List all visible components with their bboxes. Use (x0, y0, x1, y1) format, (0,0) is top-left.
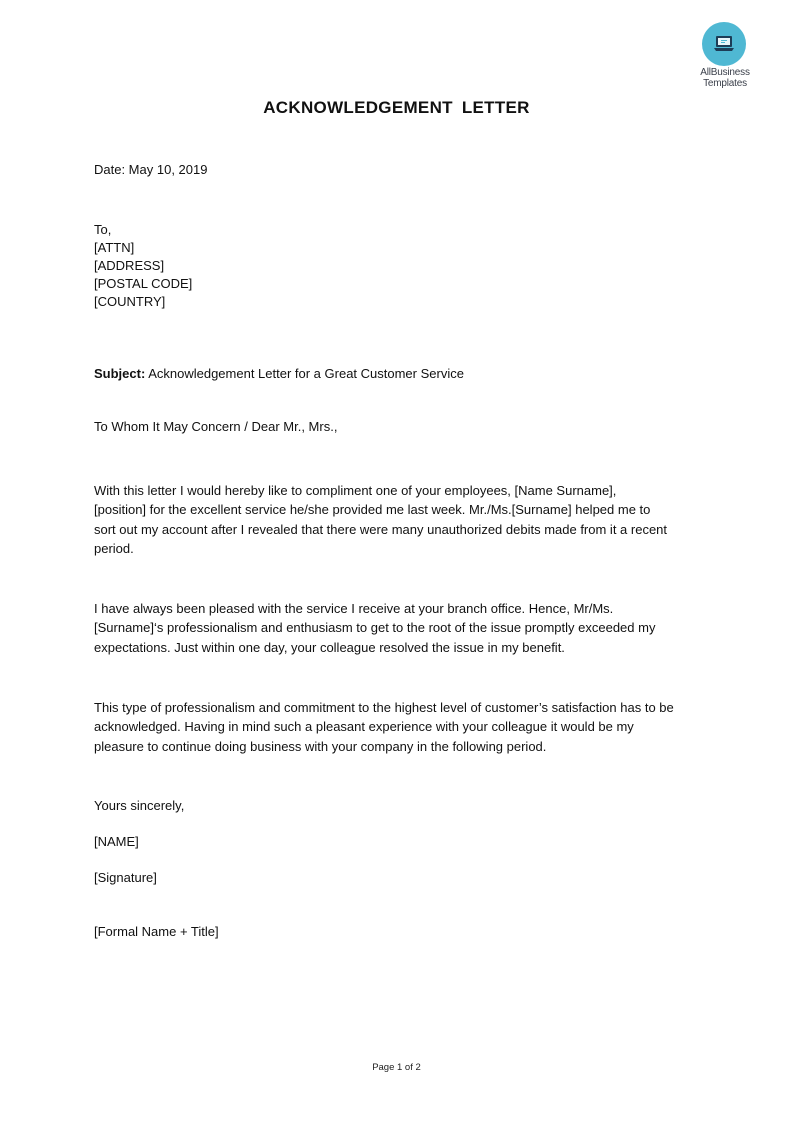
paragraph-1-line: [position] for the excellent service he/she provided me last week. Mr./Ms.[Surname] helped me to (94, 502, 651, 518)
company-logo[interactable] (690, 22, 760, 94)
salutation: To Whom It May Concern / Dear Mr., Mrs., (94, 419, 338, 434)
paragraph-1-line: sort out my account after I revealed that there were many unauthorized debits made from it a recent (94, 521, 668, 537)
subject-label: Subject: (94, 366, 146, 381)
logo-text (690, 67, 760, 89)
paragraph-3 (94, 698, 704, 756)
paragraph-3-line: This type of professionalism and commitment to the highest level of customer’s satisfaction has to be (94, 700, 674, 715)
page-number: Page 1 of 2 (372, 1062, 421, 1073)
paragraph-2-line: expectations. Just within one day, your colleague resolved the issue in my benefit. (94, 639, 565, 655)
letter-title: ACKNOWLEDGEMENT LETTER (263, 98, 530, 117)
recipient-address: [ADDRESS] (94, 258, 165, 273)
date-line: Date: May 10, 2019 (94, 162, 208, 177)
recipient-postal-code: [POSTAL CODE] (94, 276, 193, 291)
signature-placeholder: [Signature] (94, 870, 157, 885)
closing: Yours sincerely, (94, 798, 185, 813)
name-placeholder: [NAME] (94, 834, 139, 849)
paragraph-1-line: With this letter I would hereby like to compliment one of your employees, [Name Surname], (94, 483, 617, 498)
paragraph-1-line: period. (94, 541, 134, 557)
recipient-country: [COUNTRY] (94, 294, 166, 309)
subject-line (94, 365, 464, 383)
subject-text: Acknowledgement Letter for a Great Customer Service (148, 366, 464, 381)
paragraph-1 (94, 481, 704, 559)
paragraph-2 (94, 599, 704, 657)
recipient-to: To, (94, 222, 112, 237)
paragraph-3-line: acknowledged. Having in mind such a pleasant experience with your colleague it would be my (94, 719, 634, 735)
paragraph-2-line: I have always been pleased with the service I receive at your branch office. Hence, Mr/Ms. (94, 601, 614, 616)
recipient-attn: [ATTN] (94, 240, 135, 255)
logo-circle (702, 22, 746, 66)
logo-text-line1: AllBusiness (700, 67, 750, 78)
formal-name-placeholder: [Formal Name + Title] (94, 924, 219, 939)
logo-text-line2: Templates (703, 78, 747, 89)
paragraph-2-line: [Surname]‘s professionalism and enthusiasm to get to the root of the issue promptly exceeded my (94, 620, 656, 636)
paragraph-3-line: pleasure to continue doing business with your company in the following period. (94, 738, 547, 754)
laptop-icon (713, 34, 735, 54)
